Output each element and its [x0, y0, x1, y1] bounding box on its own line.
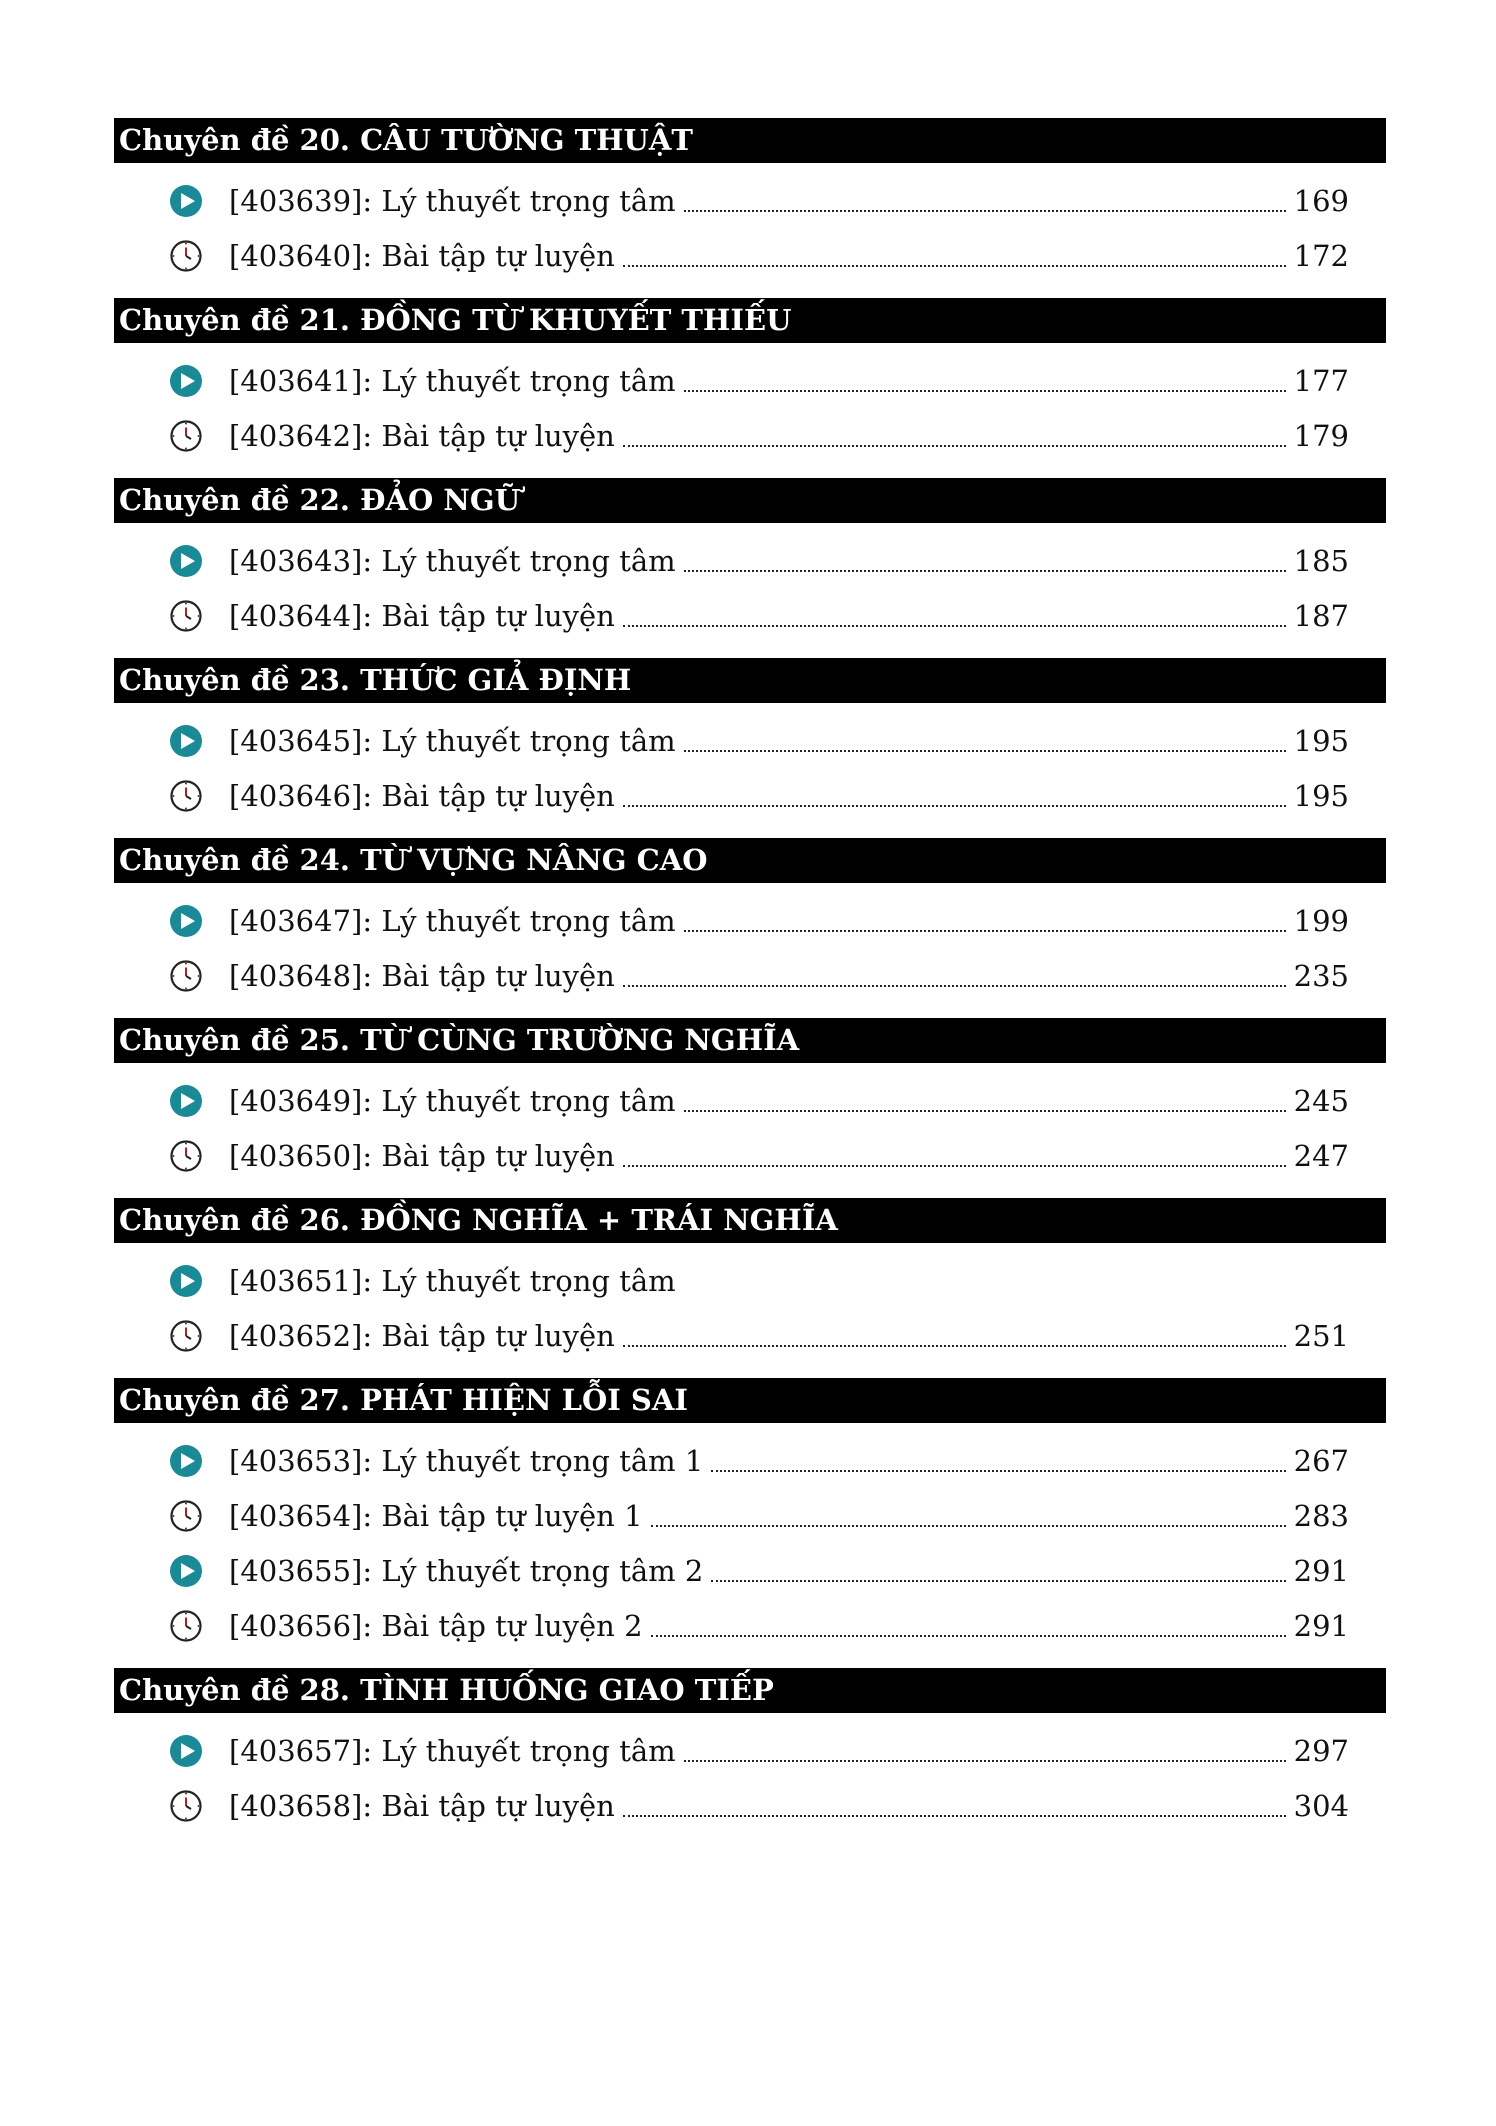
clock-icon — [169, 1789, 203, 1823]
page-number: 291 — [1293, 1553, 1349, 1588]
page-number: 283 — [1293, 1498, 1349, 1533]
page-number: 297 — [1293, 1733, 1349, 1768]
toc-entry[interactable] — [169, 713, 1349, 768]
page-number: 195 — [1293, 778, 1349, 813]
section-title: Chuyên đề 23. THỨC GIẢ ĐỊNH — [114, 658, 1386, 703]
toc-entry[interactable] — [169, 1308, 1349, 1363]
dot-leader — [684, 210, 1286, 212]
entry-label: [403643]: Lý thuyết trọng tâm — [229, 543, 676, 578]
entry-label: [403642]: Bài tập tự luyện — [229, 418, 615, 453]
play-icon — [169, 1554, 203, 1588]
toc-entry[interactable] — [169, 1723, 1349, 1778]
toc-section — [114, 1018, 1386, 1183]
page-number: 185 — [1293, 543, 1349, 578]
section-title: Chuyên đề 25. TỪ CÙNG TRƯỜNG NGHĨA — [114, 1018, 1386, 1063]
dot-leader — [684, 1110, 1286, 1112]
toc-entry[interactable] — [169, 768, 1349, 823]
dot-leader — [623, 1345, 1286, 1347]
clock-icon — [169, 239, 203, 273]
clock-icon — [169, 419, 203, 453]
play-icon — [169, 1734, 203, 1768]
section-entries — [114, 1723, 1386, 1833]
toc-entry[interactable] — [169, 408, 1349, 463]
entry-label: [403639]: Lý thuyết trọng tâm — [229, 183, 676, 218]
toc-section — [114, 298, 1386, 463]
entry-label: [403648]: Bài tập tự luyện — [229, 958, 615, 993]
toc-section — [114, 838, 1386, 1003]
toc-entry[interactable] — [169, 1433, 1349, 1488]
play-icon — [169, 184, 203, 218]
section-entries — [114, 173, 1386, 283]
section-title: Chuyên đề 24. TỪ VỰNG NÂNG CAO — [114, 838, 1386, 883]
table-of-contents — [114, 118, 1386, 1848]
toc-entry[interactable] — [169, 1073, 1349, 1128]
dot-leader — [623, 265, 1286, 267]
entry-label: [403651]: Lý thuyết trọng tâm — [229, 1263, 676, 1298]
dot-leader — [623, 1815, 1286, 1817]
page-number: 169 — [1293, 183, 1349, 218]
clock-icon — [169, 779, 203, 813]
page-number: 172 — [1293, 238, 1349, 273]
page-number: 247 — [1293, 1138, 1349, 1173]
entry-label: [403646]: Bài tập tự luyện — [229, 778, 615, 813]
toc-section — [114, 118, 1386, 283]
play-icon — [169, 1264, 203, 1298]
section-entries — [114, 713, 1386, 823]
toc-entry[interactable] — [169, 1543, 1349, 1598]
toc-entry[interactable] — [169, 1488, 1349, 1543]
toc-entry[interactable] — [169, 1598, 1349, 1653]
play-icon — [169, 1084, 203, 1118]
toc-entry[interactable] — [169, 1253, 1349, 1308]
toc-section — [114, 1668, 1386, 1833]
page-number: 177 — [1293, 363, 1349, 398]
page-number: 251 — [1293, 1318, 1349, 1353]
clock-icon — [169, 1609, 203, 1643]
toc-section — [114, 658, 1386, 823]
section-title: Chuyên đề 20. CÂU TƯỜNG THUẬT — [114, 118, 1386, 163]
dot-leader — [711, 1580, 1285, 1582]
toc-entry[interactable] — [169, 228, 1349, 283]
section-entries — [114, 1433, 1386, 1653]
toc-entry[interactable] — [169, 948, 1349, 1003]
toc-entry[interactable] — [169, 353, 1349, 408]
entry-label: [403641]: Lý thuyết trọng tâm — [229, 363, 676, 398]
section-entries — [114, 893, 1386, 1003]
toc-entry[interactable] — [169, 1128, 1349, 1183]
clock-icon — [169, 1499, 203, 1533]
play-icon — [169, 724, 203, 758]
toc-entry[interactable] — [169, 173, 1349, 228]
page-number: 199 — [1293, 903, 1349, 938]
play-icon — [169, 904, 203, 938]
entry-label: [403652]: Bài tập tự luyện — [229, 1318, 615, 1353]
page-number: 291 — [1293, 1608, 1349, 1643]
entry-label: [403656]: Bài tập tự luyện 2 — [229, 1608, 643, 1643]
section-title: Chuyên đề 26. ĐỒNG NGHĨA + TRÁI NGHĨA — [114, 1198, 1386, 1243]
section-title: Chuyên đề 27. PHÁT HIỆN LỖI SAI — [114, 1378, 1386, 1423]
dot-leader — [684, 930, 1286, 932]
dot-leader — [623, 445, 1286, 447]
dot-leader — [623, 985, 1286, 987]
toc-entry[interactable] — [169, 533, 1349, 588]
dot-leader — [623, 805, 1286, 807]
page-number: 267 — [1293, 1443, 1349, 1478]
dot-leader — [623, 625, 1286, 627]
clock-icon — [169, 1319, 203, 1353]
entry-label: [403658]: Bài tập tự luyện — [229, 1788, 615, 1823]
play-icon — [169, 364, 203, 398]
page-number: 235 — [1293, 958, 1349, 993]
page-number: 304 — [1293, 1788, 1349, 1823]
toc-section — [114, 478, 1386, 643]
entry-label: [403657]: Lý thuyết trọng tâm — [229, 1733, 676, 1768]
toc-section — [114, 1378, 1386, 1653]
toc-entry[interactable] — [169, 893, 1349, 948]
entry-label: [403644]: Bài tập tự luyện — [229, 598, 615, 633]
toc-entry[interactable] — [169, 588, 1349, 643]
dot-leader — [651, 1525, 1286, 1527]
clock-icon — [169, 599, 203, 633]
entry-label: [403655]: Lý thuyết trọng tâm 2 — [229, 1553, 704, 1588]
section-title: Chuyên đề 21. ĐỒNG TỪ KHUYẾT THIẾU — [114, 298, 1386, 343]
toc-entry[interactable] — [169, 1778, 1349, 1833]
page-number: 195 — [1293, 723, 1349, 758]
dot-leader — [684, 1760, 1286, 1762]
section-entries — [114, 1253, 1386, 1363]
dot-leader — [651, 1635, 1286, 1637]
entry-label: [403649]: Lý thuyết trọng tâm — [229, 1083, 676, 1118]
page-number: 245 — [1293, 1083, 1349, 1118]
page-number: 179 — [1293, 418, 1349, 453]
clock-icon — [169, 959, 203, 993]
play-icon — [169, 544, 203, 578]
section-title: Chuyên đề 28. TÌNH HUỐNG GIAO TIẾP — [114, 1668, 1386, 1713]
clock-icon — [169, 1139, 203, 1173]
entry-label: [403640]: Bài tập tự luyện — [229, 238, 615, 273]
dot-leader — [623, 1165, 1286, 1167]
section-entries — [114, 533, 1386, 643]
play-icon — [169, 1444, 203, 1478]
dot-leader — [684, 390, 1286, 392]
entry-label: [403654]: Bài tập tự luyện 1 — [229, 1498, 643, 1533]
page-number: 187 — [1293, 598, 1349, 633]
entry-label: [403645]: Lý thuyết trọng tâm — [229, 723, 676, 758]
entry-label: [403647]: Lý thuyết trọng tâm — [229, 903, 676, 938]
section-entries — [114, 1073, 1386, 1183]
section-entries — [114, 353, 1386, 463]
section-title: Chuyên đề 22. ĐẢO NGỮ — [114, 478, 1386, 523]
dot-leader — [711, 1470, 1285, 1472]
entry-label: [403650]: Bài tập tự luyện — [229, 1138, 615, 1173]
dot-leader — [684, 750, 1286, 752]
dot-leader — [684, 570, 1286, 572]
entry-label: [403653]: Lý thuyết trọng tâm 1 — [229, 1443, 704, 1478]
toc-section — [114, 1198, 1386, 1363]
